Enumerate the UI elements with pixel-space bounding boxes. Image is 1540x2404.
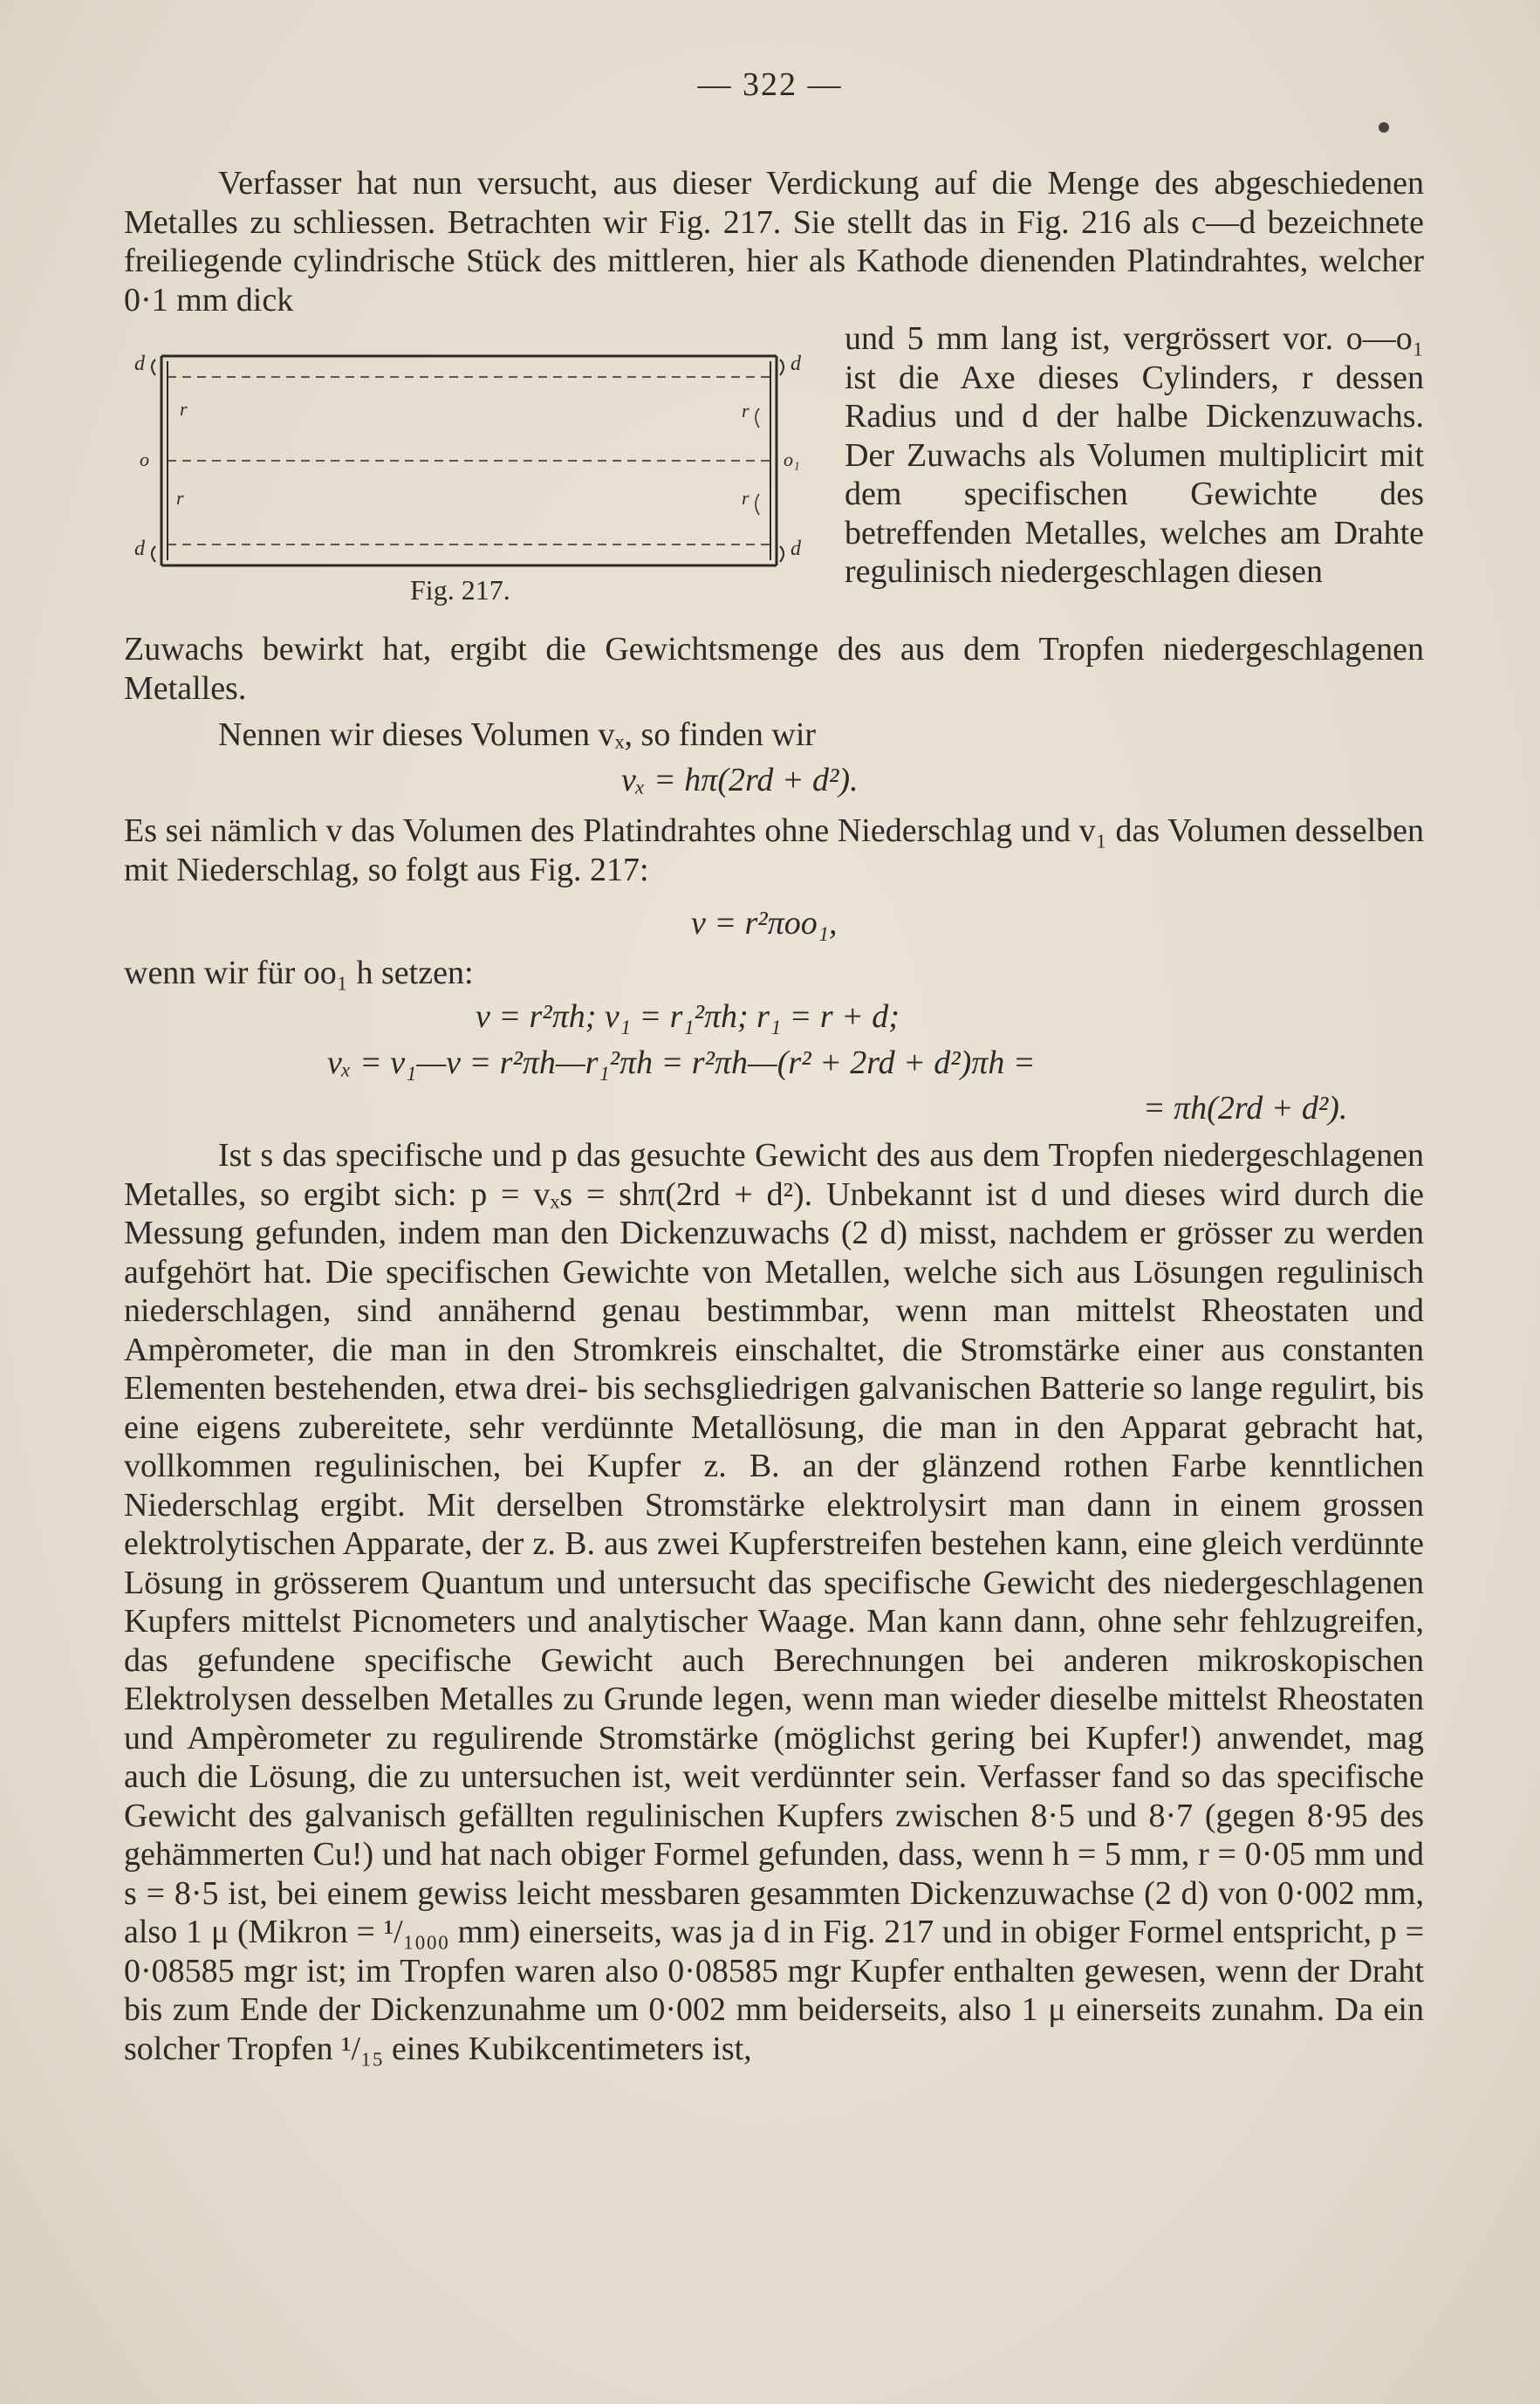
paragraph-volume-text: Nennen wir dieses Volumen vₓ, so finden wir <box>218 716 817 753</box>
figure-side-text: und 5 mm lang ist, vergrössert vor. o—o₁ ist die Axe dieses Cylinders, r dessen Radius und d der halbe Dickenzuwachs. Der Zuwachs als Volumen multiplicirt mit dem specifischen Gewichte des betreffenden Metalles, welches am Drahte regulinisch niedergeschlagen diesen <box>845 320 1424 590</box>
paragraph-main <box>124 1136 1424 2068</box>
label-d: d <box>134 353 145 375</box>
label-o: o <box>140 449 149 470</box>
equation-4: vₓ = v₁—v = r²πh—r₁²πh = r²πh—(r² + 2rd + d²)πh = <box>327 1044 1036 1081</box>
label-r: r <box>180 398 188 420</box>
label-d: d <box>134 538 145 560</box>
label-d: d <box>791 353 801 375</box>
equation-3: v = r²πh; v₁ = r₁²πh; r₁ = r + d; <box>476 998 900 1035</box>
label-d: d <box>791 538 801 560</box>
label-o1: o₁ <box>784 449 800 470</box>
figure-217 <box>131 347 820 574</box>
figure-caption: Fig. 217. <box>410 574 510 606</box>
paragraph-main-text: Ist s das specifische und p das gesuchte Gewicht des aus dem Tropfen niedergeschlagenen Metalles, so ergibt sich: p = vₓs = shπ(2rd + d²). Unbekannt ist d und dieses wird durch die Messung gefunden, indem man den Dickenzuwachs (2 d) misst, nachdem er grösser zu werden aufgehört hat. Die specifischen Gewichte von Metallen, welche sich aus Lösungen regulinisch niederschlagen, sind annähernd genau bestimmbar, wenn man mittelst Rheostaten und Ampèrometer, die man in den Stromkreis einschaltet, die Stromstärke einer aus constanten Elementen bestehenden, etwa drei- bis sechsgliedrigen galvanischen Batterie so lange regulirt, bis eine eigens zubereitete, sehr verdünnte Metallösung, die man in den Apparat gebracht hat, vollkommen regulinischen, bei Kupfer z. B. an der glänzend rothen Farbe kenntlichen Niederschlag ergibt. Mit derselben Stromstärke elektrolysirt man dann in einem grossen elektrolytischen Apparate, der z. B. aus zwei Kupferstreifen bestehen kann, eine gleich verdünnte Lösung in grösserem Quantum und untersucht das specifische Gewicht des niedergeschlagenen Kupfers mittelst Picnometers und analytischer Waage. Man kann dann, ohne sehr fehlzugreifen, das gefundene specifische Gewicht auch Berechnungen bei anderen mikroskopischen Elektrolysen desselben Metalles zu Grunde legen, wenn man wieder dieselbe mittelst Rheostaten und Ampèrometer zu regulirende Stromstärke (möglichst gering bei Kupfer!) anwendet, mag auch die Lösung, die zu untersuchen ist, weit verdünnter sein. Verfasser fand so das specifische Gewicht des galvanisch gefällten regulinischen Kupfers zwischen 8·5 und 8·7 (gegen 8·95 des gehämmerten Cu!) und hat nach obiger Formel gefunden, dass, wenn h = 5 mm, r = 0·05 mm und s = 8·5 ist, bei einem gewiss leicht messbaren gesammten Dickenzuwachse (2 d) von 0·002 mm, also 1 μ (Mikron = ¹/₁₀₀₀ mm) einerseits, was ja d in Fig. 217 und in obiger Formel entspricht, p = 0·08585 mgr ist; im Tropfen waren also 0·08585 mgr Kupfer enthalten gewesen, wenn der Draht bis zum Ende der Dickenzunahme um 0·002 mm beiderseits, also 1 μ einerseits zunahm. Da ein solcher Tropfen ¹/₁₅ eines Kubikcentimeters ist, <box>124 1137 1424 2067</box>
equation-2: v = r²πoo₁, <box>691 905 838 942</box>
paragraph-intro-cont <box>124 630 1424 708</box>
paragraph-intro-text: Verfasser hat nun versucht, aus dieser Verdickung auf die Menge des abgeschiedenen Metalles zu schliessen. Betrachten wir Fig. 217. Sie stellt das in Fig. 216 als c—d bezeichnete freiliegende cylindrische Stück des mittleren, hier als Kathode dienenden Platindrahtes, welcher 0·1 mm dick <box>124 165 1424 318</box>
paragraph-intro <box>124 164 1424 319</box>
paragraph-intro-cont-text: Zuwachs bewirkt hat, ergibt die Gewichtsmenge des aus dem Tropfen niedergeschlagenen Metalles. <box>124 631 1424 707</box>
paragraph-definition <box>124 812 1424 889</box>
equation-5: = πh(2rd + d²). <box>1143 1090 1348 1127</box>
paragraph-volume <box>124 716 1424 755</box>
ink-spot <box>1379 122 1389 133</box>
label-r: r <box>176 487 184 509</box>
page-number: — 322 — <box>697 66 843 103</box>
paragraph-definition-text: Es sei nämlich v das Volumen des Platindrahtes ohne Niederschlag und v₁ das Volumen desselben mit Niederschlag, so folgt aus Fig. 217: <box>124 812 1424 888</box>
label-r: r <box>742 487 749 509</box>
label-r: r <box>742 400 749 421</box>
cylinder-diagram <box>131 347 820 574</box>
connector-text: wenn wir für oo₁ h setzen: <box>124 955 474 991</box>
equation-1: vₓ = hπ(2rd + d²). <box>621 762 859 798</box>
